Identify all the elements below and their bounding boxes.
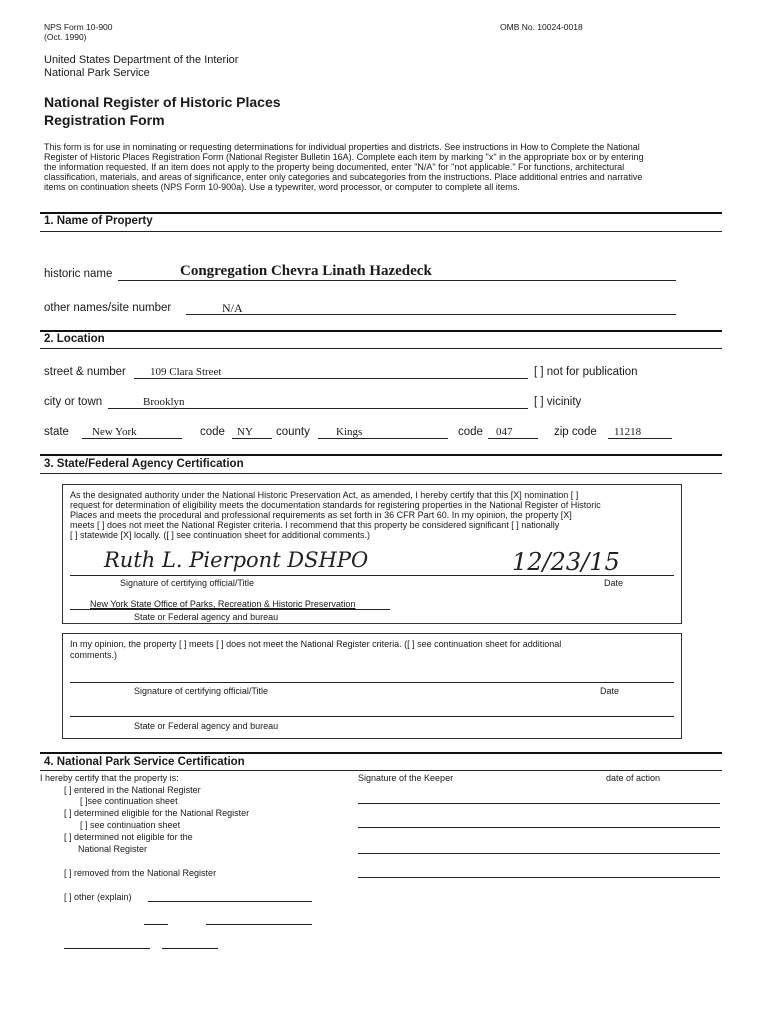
intro-line: items on continuation sheets (NPS Form 10-900a). Use a typewriter, word processor, or computer to complete all items.	[44, 182, 520, 192]
agency-label: State or Federal agency and bureau	[134, 612, 279, 622]
other-explain-checkbox[interactable]: [ ] other (explain)	[64, 892, 132, 902]
field-underline	[232, 438, 272, 439]
section-rule	[40, 212, 722, 214]
entered-checkbox[interactable]: [ ] entered in the National Register	[64, 785, 201, 795]
blank-line	[64, 948, 150, 949]
date-of-action-label: date of action	[606, 773, 661, 783]
state-value[interactable]: New York	[92, 426, 137, 438]
form-number: NPS Form 10-900	[44, 22, 113, 32]
street-value[interactable]: 109 Clara Street	[150, 366, 222, 378]
section-2-heading: 2. Location	[44, 333, 105, 345]
certify-statement: I hereby certify that the property is:	[40, 773, 179, 783]
removed-checkbox[interactable]: [ ] removed from the National Register	[64, 868, 217, 878]
not-eligible-checkbox[interactable]: [ ] determined not eligible for the	[64, 832, 193, 842]
agency-label-2: State or Federal agency and bureau	[134, 721, 279, 731]
section-rule	[40, 330, 722, 332]
signature-label-2: Signature of certifying official/Title	[134, 686, 269, 696]
city-label: city or town	[44, 396, 103, 408]
date-label: Date	[604, 578, 624, 588]
keeper-line	[358, 877, 720, 878]
field-underline	[82, 438, 182, 439]
other-names-label: other names/site number	[44, 302, 172, 314]
section-3-heading: 3. State/Federal Agency Certification	[44, 458, 244, 470]
department: United States Department of the Interior	[44, 54, 239, 66]
certification-paragraph	[70, 490, 670, 540]
intro-line: Register of Historic Places Registration Form (National Register Bulletin 16A). Complete each item by marking "x" in the appropriate box or by entering	[44, 152, 644, 162]
keeper-line	[358, 827, 720, 828]
section-4-heading: 4. National Park Service Certification	[44, 756, 245, 768]
field-underline	[488, 438, 538, 439]
vicinity-checkbox[interactable]: [ ] vicinity	[534, 396, 582, 408]
certification-line: [ ] statewide [X] locally. ([ ] see continuation sheet for additional comments.)	[70, 530, 370, 540]
other-names-value[interactable]: N/A	[222, 301, 243, 315]
field-underline	[108, 408, 528, 409]
blank-line	[206, 924, 312, 925]
county-value[interactable]: Kings	[336, 426, 363, 438]
blank-line	[162, 948, 218, 949]
date-label-2: Date	[600, 686, 620, 696]
historic-name-label: historic name	[44, 268, 113, 280]
section-rule	[40, 770, 722, 771]
section-rule	[40, 473, 722, 474]
intro-line: classification, materials, and areas of significance, enter only categories and subcategories from the instructions. Place additional entries and narrative	[44, 172, 643, 182]
section-rule	[40, 752, 722, 754]
handwritten-signature: Ruth L. Pierpont DSHPO	[104, 548, 369, 572]
signature-label: Signature of certifying official/Title	[120, 578, 255, 588]
field-underline	[186, 314, 676, 315]
street-label: street & number	[44, 366, 126, 378]
entered-continuation-checkbox[interactable]: [ ]see continuation sheet	[80, 796, 178, 806]
section-rule	[40, 454, 722, 456]
intro-line: the information requested. If an item does not apply to the property being documented, enter "N/A" for "not applicable." For functions, architectural	[44, 162, 625, 172]
agency-value[interactable]: New York State Office of Parks, Recreation & Historic Preservation	[90, 599, 356, 609]
form-subtitle: Registration Form	[44, 112, 165, 128]
form-date: (Oct. 1990)	[44, 32, 87, 42]
zip-label: zip code	[554, 426, 597, 438]
handwritten-date: 12/23/15	[512, 548, 620, 576]
agency-line	[70, 716, 674, 717]
eligible-checkbox[interactable]: [ ] determined eligible for the National Register	[64, 808, 250, 818]
field-underline	[134, 378, 528, 379]
opinion-line: In my opinion, the property [ ] meets [ ] does not meet the National Register criteria. ([ ] see continuation sheet for additional	[70, 639, 562, 649]
eligible-continuation-checkbox[interactable]: [ ] see continuation sheet	[80, 820, 181, 830]
signature-line	[70, 575, 674, 576]
omb-number: OMB No. 10024-0018	[500, 22, 583, 32]
section-rule	[40, 231, 722, 232]
keeper-line	[358, 853, 720, 854]
blank-line	[144, 924, 168, 925]
section-1-heading: 1. Name of Property	[44, 215, 153, 227]
signature-line	[70, 682, 674, 683]
agency-line	[70, 609, 390, 610]
service: National Park Service	[44, 67, 150, 79]
not-eligible-label: National Register	[78, 844, 148, 854]
certification-line: meets [ ] does not meet the National Register criteria. I recommend that this property be considered significant [ ] nationally	[70, 520, 560, 530]
not-for-publication-checkbox[interactable]: [ ] not for publication	[534, 366, 638, 378]
explain-line	[148, 901, 312, 902]
opinion-line: comments.)	[70, 650, 118, 660]
intro-line: This form is for use in nominating or requesting determinations for individual properties and districts. See instructions in How to Complete the National	[44, 142, 640, 152]
zip-value[interactable]: 11218	[614, 426, 642, 438]
county-code-label: code	[458, 426, 483, 438]
certification-line: Places and meets the procedural and professional requirements as set forth in 36 CFR Part 60. In my opinion, the property [X]	[70, 510, 572, 520]
keeper-line	[358, 803, 720, 804]
field-underline	[118, 280, 676, 281]
city-value[interactable]: Brooklyn	[143, 396, 185, 408]
county-label: county	[276, 426, 310, 438]
certification-line: request for determination of eligibility meets the documentation standards for registering properties in the National Register of Historic	[70, 500, 601, 510]
state-code-label: code	[200, 426, 225, 438]
form-title: National Register of Historic Places	[44, 94, 281, 110]
historic-name-value[interactable]: Congregation Chevra Linath Hazedeck	[180, 263, 432, 279]
certification-line: As the designated authority under the National Historic Preservation Act, as amended, I hereby certify that this [X] nomination [ ]	[70, 490, 579, 500]
state-label: state	[44, 426, 69, 438]
keeper-signature-label: Signature of the Keeper	[358, 773, 454, 783]
intro-paragraph	[44, 142, 734, 192]
state-code-value[interactable]: NY	[237, 426, 253, 438]
section-rule	[40, 348, 722, 349]
field-underline	[608, 438, 672, 439]
county-code-value[interactable]: 047	[496, 426, 513, 438]
field-underline	[318, 438, 448, 439]
